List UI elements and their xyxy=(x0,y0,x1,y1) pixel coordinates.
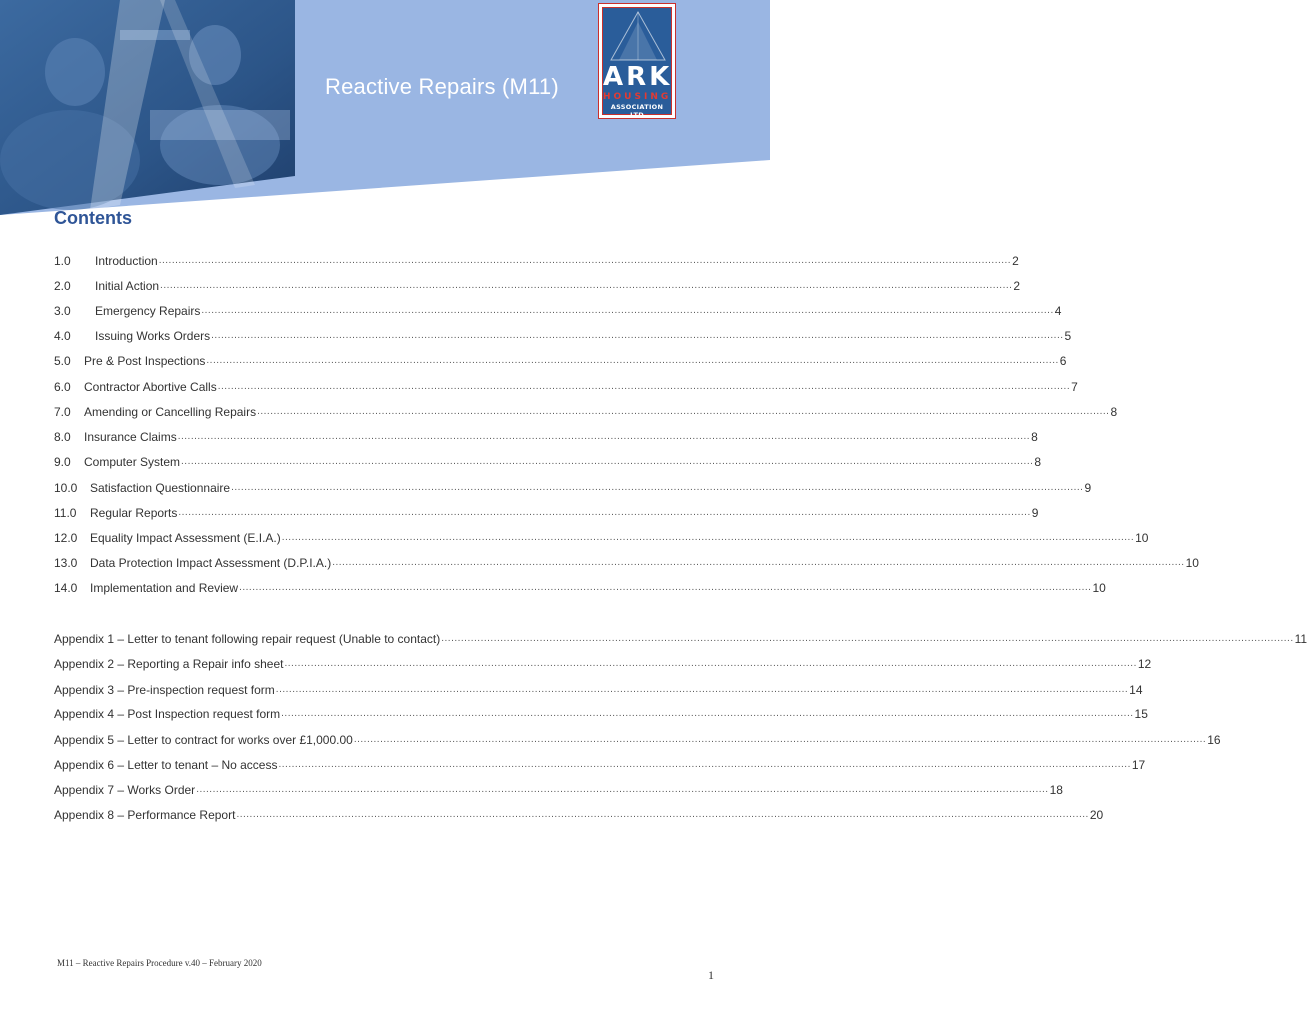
toc-leader-dots: .................................................................................................................................................................................................................................................................... xyxy=(281,532,1135,543)
toc-entry-page: 5 xyxy=(1064,329,1072,343)
toc-entry[interactable] xyxy=(54,401,1118,419)
toc-appendix-title: Appendix 1 – Letter to tenant following repair request (Unable to contact) xyxy=(54,632,441,646)
toc-entry-number: 3.0 xyxy=(54,304,71,318)
toc-entry-page: 2 xyxy=(1012,254,1019,268)
toc-appendix-title: Appendix 7 – Works Order xyxy=(54,783,196,797)
toc-appendix-title: Appendix 4 – Post Inspection request form xyxy=(54,707,281,721)
toc-entry-number: 2.0 xyxy=(54,279,71,293)
toc-entry-page: 9 xyxy=(1031,506,1039,520)
toc-leader-dots: .................................................................................................................................................................................................................................................................... xyxy=(257,406,1110,417)
toc-leader-dots: .................................................................................................................................................................................................................................................................... xyxy=(217,381,1071,392)
toc-entry[interactable] xyxy=(54,502,1039,520)
toc-leader-dots: .................................................................................................................................................................................................................................................................... xyxy=(236,809,1089,820)
toc-leader-dots: .................................................................................................................................................................................................................................................................... xyxy=(353,734,1207,745)
toc-entry[interactable] xyxy=(54,250,1019,268)
toc-appendix-entry[interactable] xyxy=(54,729,1221,747)
toc-appendix-entry[interactable] xyxy=(54,703,1148,721)
logo-housing-text: HOUSING xyxy=(603,92,672,102)
toc-entry-title: Issuing Works Orders xyxy=(95,329,211,343)
toc-entry-page: 10 xyxy=(1092,581,1106,595)
toc-entry-title: Pre & Post Inspections xyxy=(84,354,206,368)
toc-entry-title: Satisfaction Questionnaire xyxy=(90,481,231,495)
toc-entry-page: 4 xyxy=(1054,304,1062,318)
logo-association-text: ASSOCIATION LTD xyxy=(610,103,664,119)
toc-appendix-title: Appendix 2 – Reporting a Repair info sheet xyxy=(54,657,284,671)
logo-inner xyxy=(602,7,673,119)
toc-entry-title: Computer System xyxy=(84,455,181,469)
toc-leader-dots: .................................................................................................................................................................................................................................................................... xyxy=(178,507,1031,518)
toc-entry-title: Introduction xyxy=(95,254,158,268)
footer-text: M11 – Reactive Repairs Procedure v.40 – February 2020 xyxy=(57,958,262,968)
toc-leader-dots: .................................................................................................................................................................................................................................................................... xyxy=(284,658,1137,669)
toc-leader-dots: .................................................................................................................................................................................................................................................................... xyxy=(181,456,1034,467)
toc-leader-dots: .................................................................................................................................................................................................................................................................... xyxy=(160,280,1013,291)
toc-entry[interactable] xyxy=(54,376,1078,394)
toc-entry[interactable] xyxy=(54,451,1042,469)
toc-appendix-page: 15 xyxy=(1134,707,1148,721)
toc-entry-page: 10 xyxy=(1135,531,1149,545)
toc-entry-title: Implementation and Review xyxy=(90,581,239,595)
toc-appendix-page: 11 xyxy=(1294,632,1307,646)
toc-entry-number: 4.0 xyxy=(54,329,71,343)
toc-entry-title: Equality Impact Assessment (E.I.A.) xyxy=(90,531,281,545)
toc-leader-dots: .................................................................................................................................................................................................................................................................... xyxy=(278,759,1131,770)
toc-entry-number: 9.0 xyxy=(54,455,71,469)
toc-leader-dots: .................................................................................................................................................................................................................................................................... xyxy=(196,784,1049,795)
toc-entry-title: Emergency Repairs xyxy=(95,304,201,318)
toc-leader-dots: .................................................................................................................................................................................................................................................................... xyxy=(158,255,1012,266)
toc-entry-title: Regular Reports xyxy=(90,506,178,520)
toc-entry-number: 12.0 xyxy=(54,531,78,545)
toc-entry-page: 7 xyxy=(1071,380,1078,394)
toc-entry[interactable] xyxy=(54,426,1038,444)
toc-entry-title: Initial Action xyxy=(95,279,160,293)
toc-appendix-title: Appendix 8 – Performance Report xyxy=(54,808,236,822)
toc-appendix-page: 18 xyxy=(1049,783,1063,797)
toc-appendix-page: 12 xyxy=(1137,657,1152,671)
toc-entry[interactable] xyxy=(54,350,1067,368)
ark-housing-logo xyxy=(598,3,676,119)
toc-appendix-title: Appendix 5 – Letter to contract for works over £1,000.00 xyxy=(54,733,353,747)
toc-entry-page: 8 xyxy=(1110,405,1118,419)
toc-entry-page: 6 xyxy=(1059,354,1067,368)
toc-appendix-title: Appendix 3 – Pre-inspection request form xyxy=(54,683,275,697)
toc-entry-page: 2 xyxy=(1013,279,1021,293)
toc-leader-dots: .................................................................................................................................................................................................................................................................... xyxy=(275,684,1129,695)
toc-appendix-page: 20 xyxy=(1089,808,1104,822)
toc-leader-dots: .................................................................................................................................................................................................................................................................... xyxy=(177,431,1031,442)
toc-entry[interactable] xyxy=(54,325,1072,343)
toc-appendix-entry[interactable] xyxy=(54,779,1063,797)
toc-entry[interactable] xyxy=(54,577,1106,595)
toc-appendix-entry[interactable] xyxy=(54,628,1307,646)
toc-appendix-page: 16 xyxy=(1207,733,1221,747)
toc-entry[interactable] xyxy=(54,275,1021,293)
toc-entry[interactable] xyxy=(54,300,1062,318)
page-number: 1 xyxy=(708,968,714,982)
toc-appendix-entry[interactable] xyxy=(54,653,1152,671)
toc-entry-number: 11.0 xyxy=(54,506,77,520)
toc-entry-number: 10.0 xyxy=(54,481,78,495)
toc-entry-number: 13.0 xyxy=(54,556,78,570)
toc-entry-number: 8.0 xyxy=(54,430,71,444)
toc-appendix-entry[interactable] xyxy=(54,804,1104,822)
toc-appendix-page: 17 xyxy=(1131,758,1146,772)
logo-ark-text: ARK xyxy=(603,62,673,92)
toc-entry[interactable] xyxy=(54,477,1092,495)
contents-heading: Contents xyxy=(54,208,132,228)
toc-entry-page: 8 xyxy=(1034,455,1042,469)
toc-entry-number: 6.0 xyxy=(54,380,71,394)
toc-leader-dots: .................................................................................................................................................................................................................................................................... xyxy=(332,557,1185,568)
toc-entry-page: 10 xyxy=(1185,556,1199,570)
toc-leader-dots: .................................................................................................................................................................................................................................................................... xyxy=(201,305,1054,316)
toc-leader-dots: .................................................................................................................................................................................................................................................................... xyxy=(211,330,1064,341)
toc-entry-number: 1.0 xyxy=(54,254,71,268)
toc-leader-dots: .................................................................................................................................................................................................................................................................... xyxy=(441,633,1294,644)
toc-leader-dots: .................................................................................................................................................................................................................................................................... xyxy=(206,355,1059,366)
toc-appendix-page: 14 xyxy=(1129,683,1143,697)
toc-entry[interactable] xyxy=(54,527,1149,545)
toc-leader-dots: .................................................................................................................................................................................................................................................................... xyxy=(231,482,1084,493)
toc-appendix-entry[interactable] xyxy=(54,754,1146,772)
toc-entry-page: 9 xyxy=(1084,481,1092,495)
toc-entry-number: 5.0 xyxy=(54,354,71,368)
toc-leader-dots: .................................................................................................................................................................................................................................................................... xyxy=(239,582,1092,593)
logo-triangle-icon xyxy=(603,8,673,64)
toc-appendix-title: Appendix 6 – Letter to tenant – No access xyxy=(54,758,278,772)
toc-entry-number: 14.0 xyxy=(54,581,78,595)
toc-entry-title: Insurance Claims xyxy=(84,430,177,444)
document-title: Reactive Repairs (M11) xyxy=(325,74,559,99)
toc-entry[interactable] xyxy=(54,552,1199,570)
toc-entry-title: Contractor Abortive Calls xyxy=(84,380,217,394)
toc-entry-number: 7.0 xyxy=(54,405,71,419)
toc-entry-page: 8 xyxy=(1031,430,1038,444)
toc-appendix-entry[interactable] xyxy=(54,679,1143,697)
toc-entry-title: Amending or Cancelling Repairs xyxy=(84,405,257,419)
toc-entry-title: Data Protection Impact Assessment (D.P.I.A.) xyxy=(90,556,332,570)
toc-leader-dots: .................................................................................................................................................................................................................................................................... xyxy=(281,708,1134,719)
